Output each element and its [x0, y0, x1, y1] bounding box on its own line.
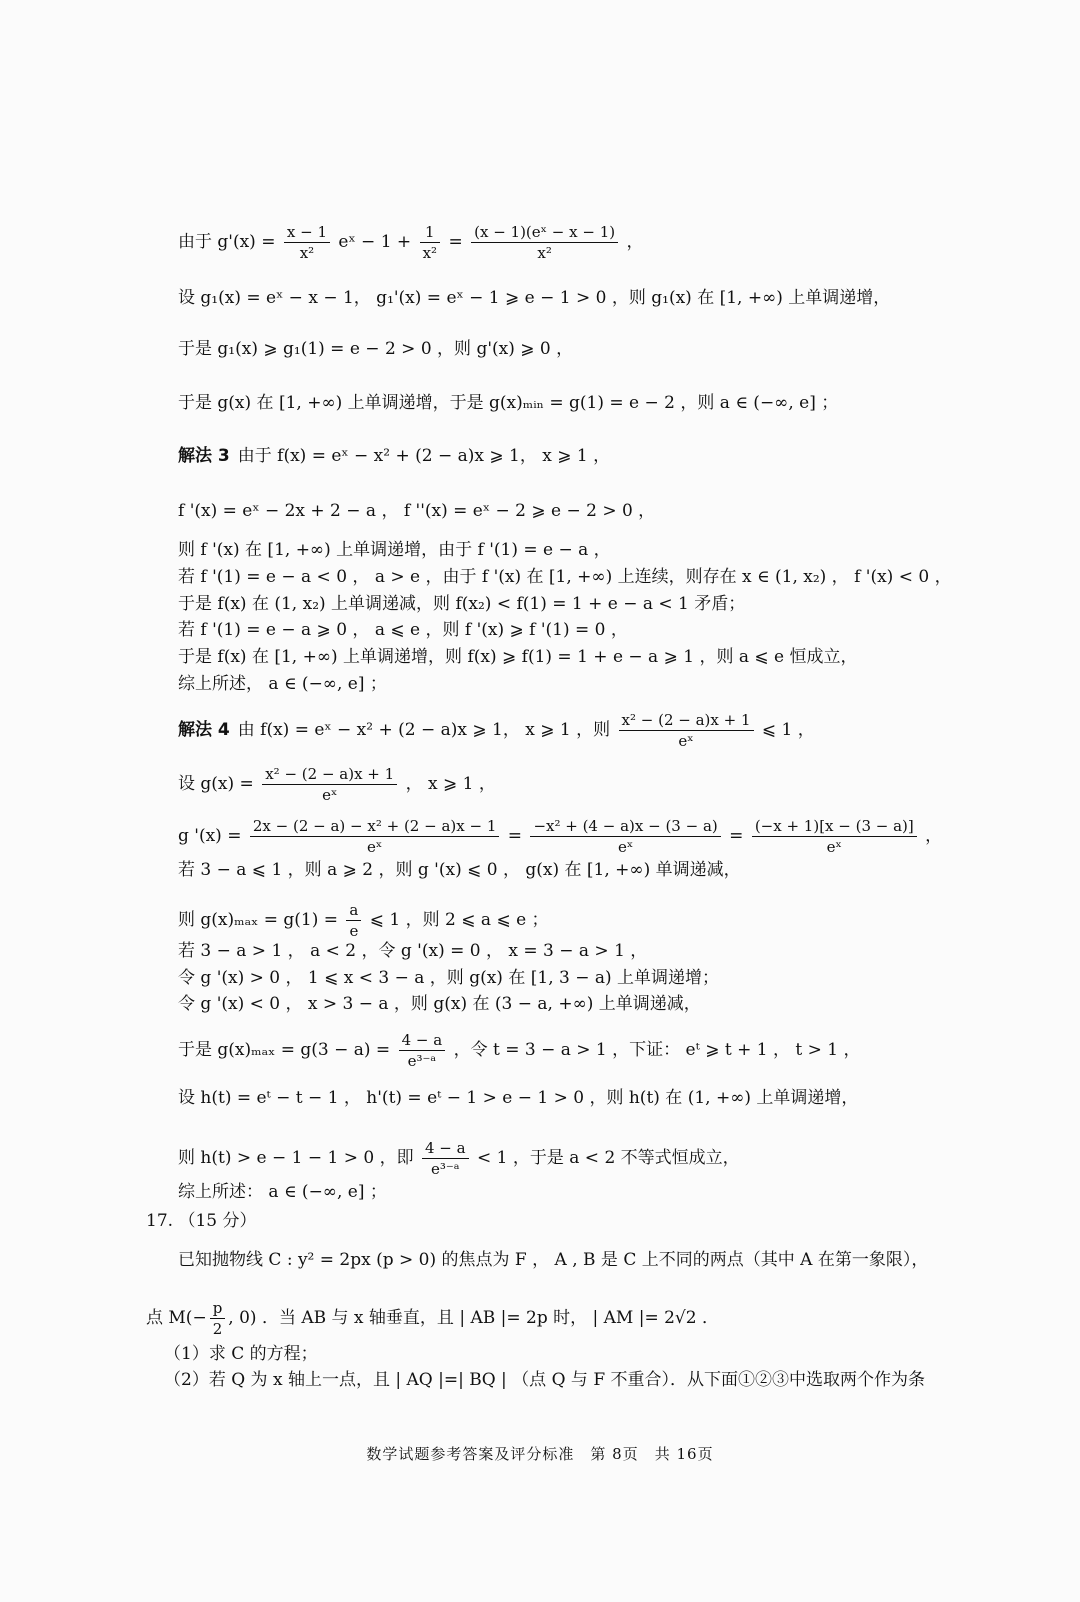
text: ， x ⩾ 1 ， [405, 774, 496, 794]
denominator: e³⁻ᵃ [407, 1052, 437, 1070]
question-17-point-m-line [146, 1298, 719, 1339]
fraction [530, 816, 720, 857]
denominator: e [349, 922, 359, 940]
text-line: 于是 g(x) 在 [1, +∞) 上单调递增，于是 g(x)ₘᵢₙ = g(1) = e − 2 ，则 a ∈ (−∞, e] ； [178, 393, 839, 413]
denominator: x² [299, 244, 315, 262]
text-line: 综上所述： a ∈ (−∞, e] ； [178, 1182, 387, 1202]
denominator: e³⁻ᵃ [430, 1160, 460, 1178]
denominator: eˣ [617, 838, 634, 856]
text: 于是 g(x)ₘₐₓ = g(3 − a) = [178, 1040, 391, 1060]
numerator: p [210, 1298, 226, 1319]
solution-4-label: 解法 4 [178, 720, 230, 740]
denominator: x² [537, 244, 552, 262]
text: 则 g(x)ₘₐₓ = g(1) = [178, 910, 338, 930]
fraction [471, 222, 618, 263]
text-line: 设 g₁(x) = eˣ − x − 1， g₁'(x) = eˣ − 1 ⩾ e − 1 > 0 ，则 g₁(x) 在 [1, +∞) 上单调递增， [178, 288, 891, 308]
fraction [250, 816, 500, 857]
fraction [422, 1138, 469, 1179]
fraction [399, 1030, 446, 1071]
denominator: eˣ [826, 838, 842, 856]
text: ， [626, 232, 644, 252]
text: 由 f(x) = eˣ − x² + (2 − a)x ⩾ 1， x ⩾ 1 ，则 [237, 720, 611, 740]
numerator: 4 − a [399, 1030, 446, 1051]
numerator: a [346, 900, 361, 921]
text-line: 令 g '(x) > 0 ， 1 ⩽ x < 3 − a ，则 g(x) 在 [1, 3 − a) 上单调递增； [178, 968, 720, 988]
denominator: eˣ [367, 838, 383, 856]
question-17-part-2: （2）若 Q 为 x 轴上一点，且 | AQ |=| BQ | （点 Q 与 F 不重合）．从下面①②③中选取两个作为条 [164, 1370, 926, 1390]
text-line: 若 f '(1) = e − a ⩾ 0 ， a ⩽ e ，则 f '(x) ⩾ f '(1) = 0 ， [178, 620, 628, 640]
text-line: 于是 g₁(x) ⩾ g₁(1) = e − 2 > 0 ，则 g'(x) ⩾ 0 ， [178, 339, 574, 359]
numerator: x² − (2 − a)x + 1 [262, 764, 397, 785]
text: ⩽ 1 ， [761, 720, 815, 740]
text-line: 若 f '(1) = e − a < 0 ， a > e ，由于 f '(x) 在 [1, +∞) 上连续，则存在 x ∈ (1, x₂) ， f '(x) < 0 ， [178, 567, 952, 587]
text: = [507, 826, 523, 846]
text: = [448, 232, 463, 252]
text-line: 综上所述， a ∈ (−∞, e] ； [178, 674, 387, 694]
text: 设 g(x) = [178, 774, 254, 794]
numerator: 1 [420, 222, 440, 243]
text-line: 于是 f(x) 在 [1, +∞) 上单调递增，则 f(x) ⩾ f(1) = 1 + e − a ⩾ 1 ，则 a ⩽ e 恒成立， [178, 647, 858, 667]
fraction [284, 222, 330, 263]
text-line: f '(x) = eˣ − 2x + 2 − a ， f ''(x) = eˣ − 2 ⩾ e − 2 > 0 ， [178, 501, 656, 521]
g-max-3a-line [178, 1030, 860, 1071]
text-line: 若 3 − a > 1 ， a < 2 ，令 g '(x) = 0 ， x = 3 − a > 1 ， [178, 941, 648, 961]
fraction [619, 710, 754, 751]
question-17-number: 17. （15 分） [146, 1211, 257, 1231]
denominator: x² [422, 244, 438, 262]
derivative-g-expanded-line [178, 816, 942, 857]
text: , 0) ．当 AB 与 x 轴垂直，且 | AB |= 2p 时， | AM |= 2√2 ． [228, 1308, 719, 1328]
text: 点 M(− [146, 1308, 207, 1328]
text: < 1 ，于是 a < 2 不等式恒成立， [476, 1148, 740, 1168]
g-max-line [178, 900, 549, 941]
numerator: x² − (2 − a)x + 1 [619, 710, 754, 731]
text: 由于 f(x) = eˣ − x² + (2 − a)x ⩾ 1， x ⩾ 1 ， [237, 446, 611, 466]
text: = [729, 826, 744, 846]
numerator: x − 1 [284, 222, 330, 243]
denominator: 2 [212, 1320, 223, 1338]
text: ，令 t = 3 − a > 1 ，下证： eᵗ ⩾ t + 1 ， t > 1 ， [453, 1040, 861, 1060]
solution-4-heading-line [178, 710, 815, 751]
fraction [262, 764, 397, 805]
denominator: eˣ [322, 786, 338, 804]
numerator: (x − 1)(eˣ − x − 1) [471, 222, 618, 243]
text-line: 令 g '(x) < 0 ， x > 3 − a ，则 g(x) 在 (3 − a, +∞) 上单调递减， [178, 994, 701, 1014]
fraction [210, 1298, 226, 1339]
solution-3-label: 解法 3 [178, 446, 230, 466]
text: 则 h(t) > e − 1 − 1 > 0 ，即 [178, 1148, 414, 1168]
text: ， [925, 826, 943, 846]
text-line: 于是 f(x) 在 (1, x₂) 上单调递减，则 f(x₂) < f(1) = 1 + e − a < 1 矛盾； [178, 594, 746, 614]
solution-3-heading-line [178, 444, 610, 468]
h-bound-line [178, 1138, 740, 1179]
fraction [420, 222, 440, 263]
page-footer: 数学试题参考答案及评分标准 第 8页 共 16页 [366, 1445, 714, 1463]
denominator: eˣ [678, 732, 694, 750]
text: 由于 g'(x) = [178, 232, 276, 252]
question-17-part-1: （1）求 C 的方程； [164, 1344, 318, 1364]
text-line: 则 f '(x) 在 [1, +∞) 上单调递增，由于 f '(1) = e − a ， [178, 540, 611, 560]
derivative-g-line [178, 222, 644, 263]
numerator: −x² + (4 − a)x − (3 − a) [530, 816, 720, 837]
text: ⩽ 1 ，则 2 ⩽ a ⩽ e ； [369, 910, 549, 930]
numerator: (−x + 1)[x − (3 − a)] [752, 816, 917, 837]
text: g '(x) = [178, 826, 242, 846]
text-line: 若 3 − a ⩽ 1 ，则 a ⩾ 2 ，则 g '(x) ⩽ 0 ， g(x) 在 [1, +∞) 单调递减， [178, 860, 741, 880]
numerator: 4 − a [422, 1138, 469, 1159]
fraction [346, 900, 361, 941]
define-g-line [178, 764, 496, 805]
fraction [752, 816, 917, 857]
text: eˣ − 1 + [338, 232, 412, 252]
numerator: 2x − (2 − a) − x² + (2 − a)x − 1 [250, 816, 500, 837]
question-17-text: 已知抛物线 C : y² = 2px (p > 0) 的焦点为 F ， A , B 是 C 上不同的两点（其中 A 在第一象限）， [178, 1250, 929, 1270]
text-line: 设 h(t) = eᵗ − t − 1 ， h'(t) = eᵗ − 1 > e − 1 > 0 ，则 h(t) 在 (1, +∞) 上单调递增， [178, 1088, 859, 1108]
